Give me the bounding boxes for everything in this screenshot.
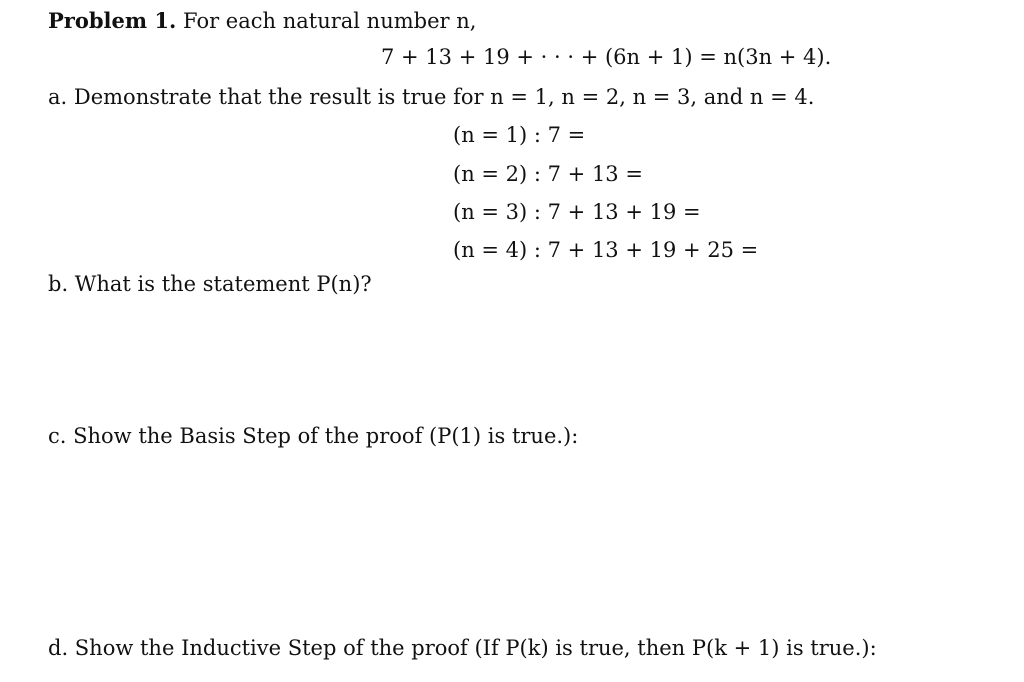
problem-label: Problem 1. bbox=[48, 8, 177, 33]
part-b-prompt: b. What is the statement P(n)? bbox=[48, 272, 372, 296]
case-n2: (n = 2) : 7 + 13 = bbox=[453, 162, 643, 186]
case-n3: (n = 3) : 7 + 13 + 19 = bbox=[453, 200, 701, 224]
problem-header bbox=[48, 9, 476, 33]
case-n1: (n = 1) : 7 = bbox=[453, 123, 586, 147]
part-d-prompt: d. Show the Inductive Step of the proof (If P(k) is true, then P(k + 1) is true.): bbox=[48, 636, 877, 660]
part-c-prompt: c. Show the Basis Step of the proof (P(1) is true.): bbox=[48, 424, 579, 448]
case-n4: (n = 4) : 7 + 13 + 19 + 25 = bbox=[453, 238, 759, 262]
part-a-prompt: a. Demonstrate that the result is true for n = 1, n = 2, n = 3, and n = 4. bbox=[48, 85, 815, 109]
problem-intro: For each natural number n, bbox=[183, 9, 477, 33]
main-equation: 7 + 13 + 19 + · · · + (6n + 1) = n(3n + 4). bbox=[381, 45, 832, 69]
